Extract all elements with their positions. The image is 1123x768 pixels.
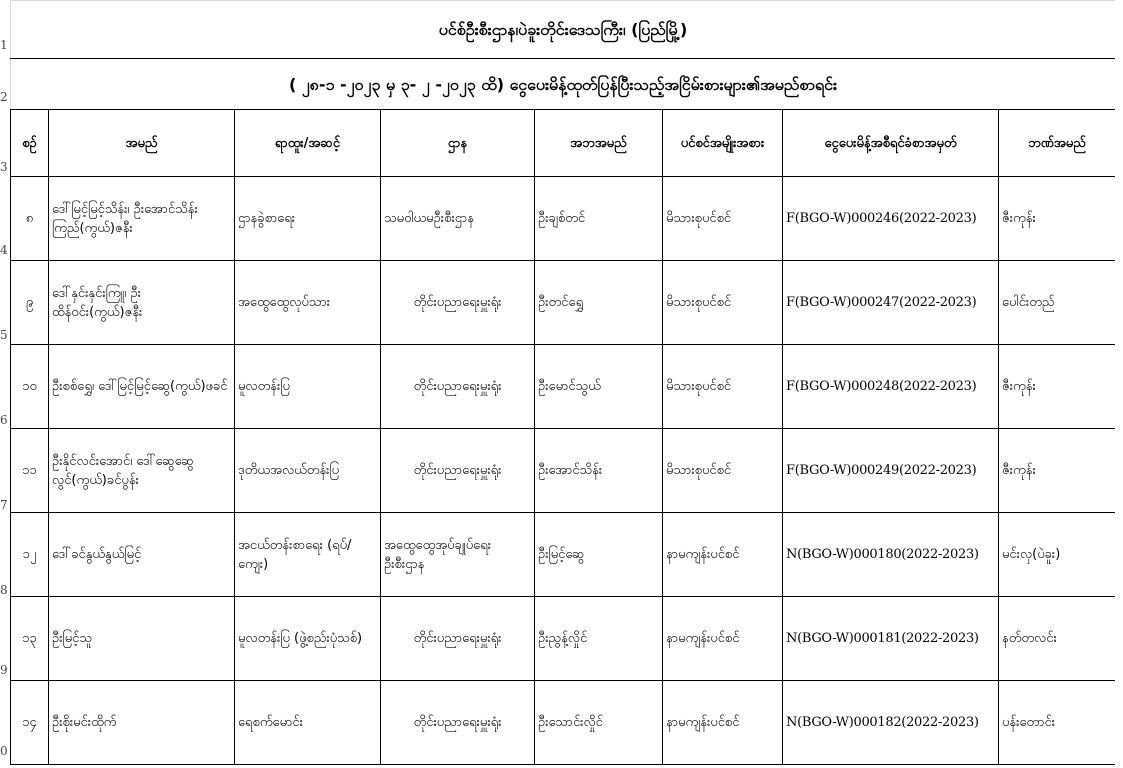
cell-no[interactable]: ၁၁ (11, 429, 49, 513)
cell-department[interactable]: တိုင်းပညာရေးမှူးရုံး (381, 429, 535, 513)
cell-report-no[interactable]: F(BGO-W)000248(2022-2023) (783, 345, 999, 429)
cell-father[interactable]: ဦးမြင့်ဆွေ (535, 513, 663, 597)
cell-rank[interactable]: ဒုတိယအလယ်တန်းပြ (235, 429, 381, 513)
cell-rank[interactable]: မူလတန်းပြ (235, 345, 381, 429)
cell-report-no[interactable]: F(BGO-W)000249(2022-2023) (783, 429, 999, 513)
cell-report-no[interactable]: N(BGO-W)000180(2022-2023) (783, 513, 999, 597)
cell-bank[interactable]: ဇီးကုန်း (999, 177, 1116, 261)
table-row (11, 681, 1116, 765)
row-number[interactable]: 1 (0, 38, 8, 52)
cell-no[interactable]: ၁၃ (11, 597, 49, 681)
cell-name[interactable]: ဦးမြင့်သူ (49, 597, 235, 681)
header-father[interactable]: အဘအမည် (535, 110, 663, 177)
row-number[interactable]: 0 (0, 744, 8, 758)
cell-department[interactable]: သမဝါယမဦးစီးဌာန (381, 177, 535, 261)
cell-name[interactable]: ဦးစိုးမင်းထိုက် (49, 681, 235, 765)
cell-no[interactable]: ၉ (11, 261, 49, 345)
cell-name[interactable]: ဒေါ်ခင်နွယ်နွယ်မြင့် (49, 513, 235, 597)
table-row (11, 513, 1116, 597)
cell-no[interactable]: ၈ (11, 177, 49, 261)
row-number[interactable]: 3 (0, 160, 8, 174)
cell-rank[interactable]: အငယ်တန်းစာရေး (ရပ်/ကျေး) (235, 513, 381, 597)
cell-department[interactable]: တိုင်းပညာရေးမှူးရုံး (381, 597, 535, 681)
cell-name[interactable]: ဦးစစ်ရွှေ၊ ဒေါ်မြင့်မြင့်ဆွေ(ကွယ်)ဖခင် (49, 345, 235, 429)
cell-no[interactable]: ၁၀ (11, 345, 49, 429)
cell-no[interactable]: ၁၂ (11, 513, 49, 597)
cell-pension-type[interactable]: မိသားစုပင်စင် (663, 429, 783, 513)
cell-report-no[interactable]: N(BGO-W)000182(2022-2023) (783, 681, 999, 765)
header-department[interactable]: ဌာန (381, 110, 535, 177)
cell-bank[interactable]: မင်းလှ(ပဲခူး) (999, 513, 1116, 597)
row-number[interactable]: 2 (0, 90, 8, 104)
cell-rank[interactable]: ရေစက်မောင်း (235, 681, 381, 765)
cell-bank[interactable]: ပေါင်းတည် (999, 261, 1116, 345)
header-report-no[interactable]: ငွေပေးမိန့်အစီရင်ခံစာအမှတ် (783, 110, 999, 177)
row-number-gutter (0, 0, 10, 768)
cell-no[interactable]: ၁၄ (11, 681, 49, 765)
cell-bank[interactable]: နတ်တလင်း (999, 597, 1116, 681)
table-row (11, 177, 1116, 261)
row-number[interactable]: 8 (0, 583, 8, 597)
cell-father[interactable]: ဦးညွန့်လှိုင် (535, 597, 663, 681)
header-row (11, 110, 1116, 177)
cell-report-no[interactable]: F(BGO-W)000246(2022-2023) (783, 177, 999, 261)
row-number[interactable]: 4 (0, 243, 8, 257)
cell-bank[interactable]: ပန်းတောင်း (999, 681, 1116, 765)
cell-name[interactable]: ဦးနိုင်လင်းအောင်၊ ဒေါ်ဆွေဆွေလွင်(ကွယ်)ခင်ပွန်း (49, 429, 235, 513)
cell-department[interactable]: တိုင်းပညာရေးမှူးရုံး (381, 345, 535, 429)
cell-report-no[interactable]: N(BGO-W)000181(2022-2023) (783, 597, 999, 681)
table-row (11, 429, 1116, 513)
cell-pension-type[interactable]: နာမကျန်းပင်စင် (663, 513, 783, 597)
sheet-title[interactable]: ပင်စ်ဦးစီးဌာန၊ပဲခူးတိုင်းဒေသကြီး၊ (ပြည်မြို့) (11, 1, 1116, 59)
cell-pension-type[interactable]: မိသားစုပင်စင် (663, 177, 783, 261)
pension-table (10, 0, 1116, 765)
scrollbar-gutter (1115, 0, 1123, 768)
header-rank[interactable]: ရာထူး/အဆင့် (235, 110, 381, 177)
cell-pension-type[interactable]: နာမကျန်းပင်စင် (663, 681, 783, 765)
table-row (11, 345, 1116, 429)
cell-name[interactable]: ဒေါ်နှင်းနှင်းကြူ၊ ဦးထိန်ဝင်း(ကွယ်)ဇနီး (49, 261, 235, 345)
cell-father[interactable]: ဦးချစ်တင် (535, 177, 663, 261)
sheet-subtitle[interactable]: ( ၂၈-၁ -၂၀၂၃ မှ ၃- ၂ -၂၀၂၃ ထိ) ငွေပေးမိန့်ထုတ်ပြန်ပြီးသည့်အငြိမ်းစားများ၏အမည်စာရင်း (11, 59, 1116, 110)
cell-father[interactable]: ဦးအောင်သိန်း (535, 429, 663, 513)
header-bank[interactable]: ဘဏ်အမည် (999, 110, 1116, 177)
cell-department[interactable]: အထွေထွေအုပ်ချုပ်ရေး ဦးစီးဌာန (381, 513, 535, 597)
cell-pension-type[interactable]: မိသားစုပင်စင် (663, 345, 783, 429)
cell-rank[interactable]: အထွေထွေလုပ်သား (235, 261, 381, 345)
cell-department[interactable]: တိုင်းပညာရေးမှူးရုံး (381, 681, 535, 765)
cell-father[interactable]: ဦးတင်ရွှေ (535, 261, 663, 345)
cell-rank[interactable]: ဌာနခွဲစာရေး (235, 177, 381, 261)
table-row (11, 597, 1116, 681)
header-name[interactable]: အမည် (49, 110, 235, 177)
header-no[interactable]: စဉ် (11, 110, 49, 177)
cell-report-no[interactable]: F(BGO-W)000247(2022-2023) (783, 261, 999, 345)
row-number[interactable]: 9 (0, 663, 8, 677)
cell-pension-type[interactable]: နာမကျန်းပင်စင် (663, 597, 783, 681)
table-row (11, 261, 1116, 345)
cell-father[interactable]: ဦးသောင်းလှိုင် (535, 681, 663, 765)
cell-name[interactable]: ဒေါ်မြင့်မြင့်သိန်း၊ ဦးအောင်သိန်းကြည်(ကွယ်)ဇနီး (49, 177, 235, 261)
row-number[interactable]: 7 (0, 498, 8, 512)
cell-department[interactable]: တိုင်းပညာရေးမှူးရုံး (381, 261, 535, 345)
header-pension-type[interactable]: ပင်စင်အမျိုးအစား (663, 110, 783, 177)
cell-rank[interactable]: မူလတန်းပြ (ဖွဲ့စည်းပုံသစ်) (235, 597, 381, 681)
cell-pension-type[interactable]: မိသားစုပင်စင် (663, 261, 783, 345)
row-number[interactable]: 5 (0, 328, 8, 342)
row-number[interactable]: 6 (0, 413, 8, 427)
cell-bank[interactable]: ဇီးကုန်း (999, 345, 1116, 429)
cell-father[interactable]: ဦးမောင်သွယ် (535, 345, 663, 429)
cell-bank[interactable]: ဇီးကုန်း (999, 429, 1116, 513)
